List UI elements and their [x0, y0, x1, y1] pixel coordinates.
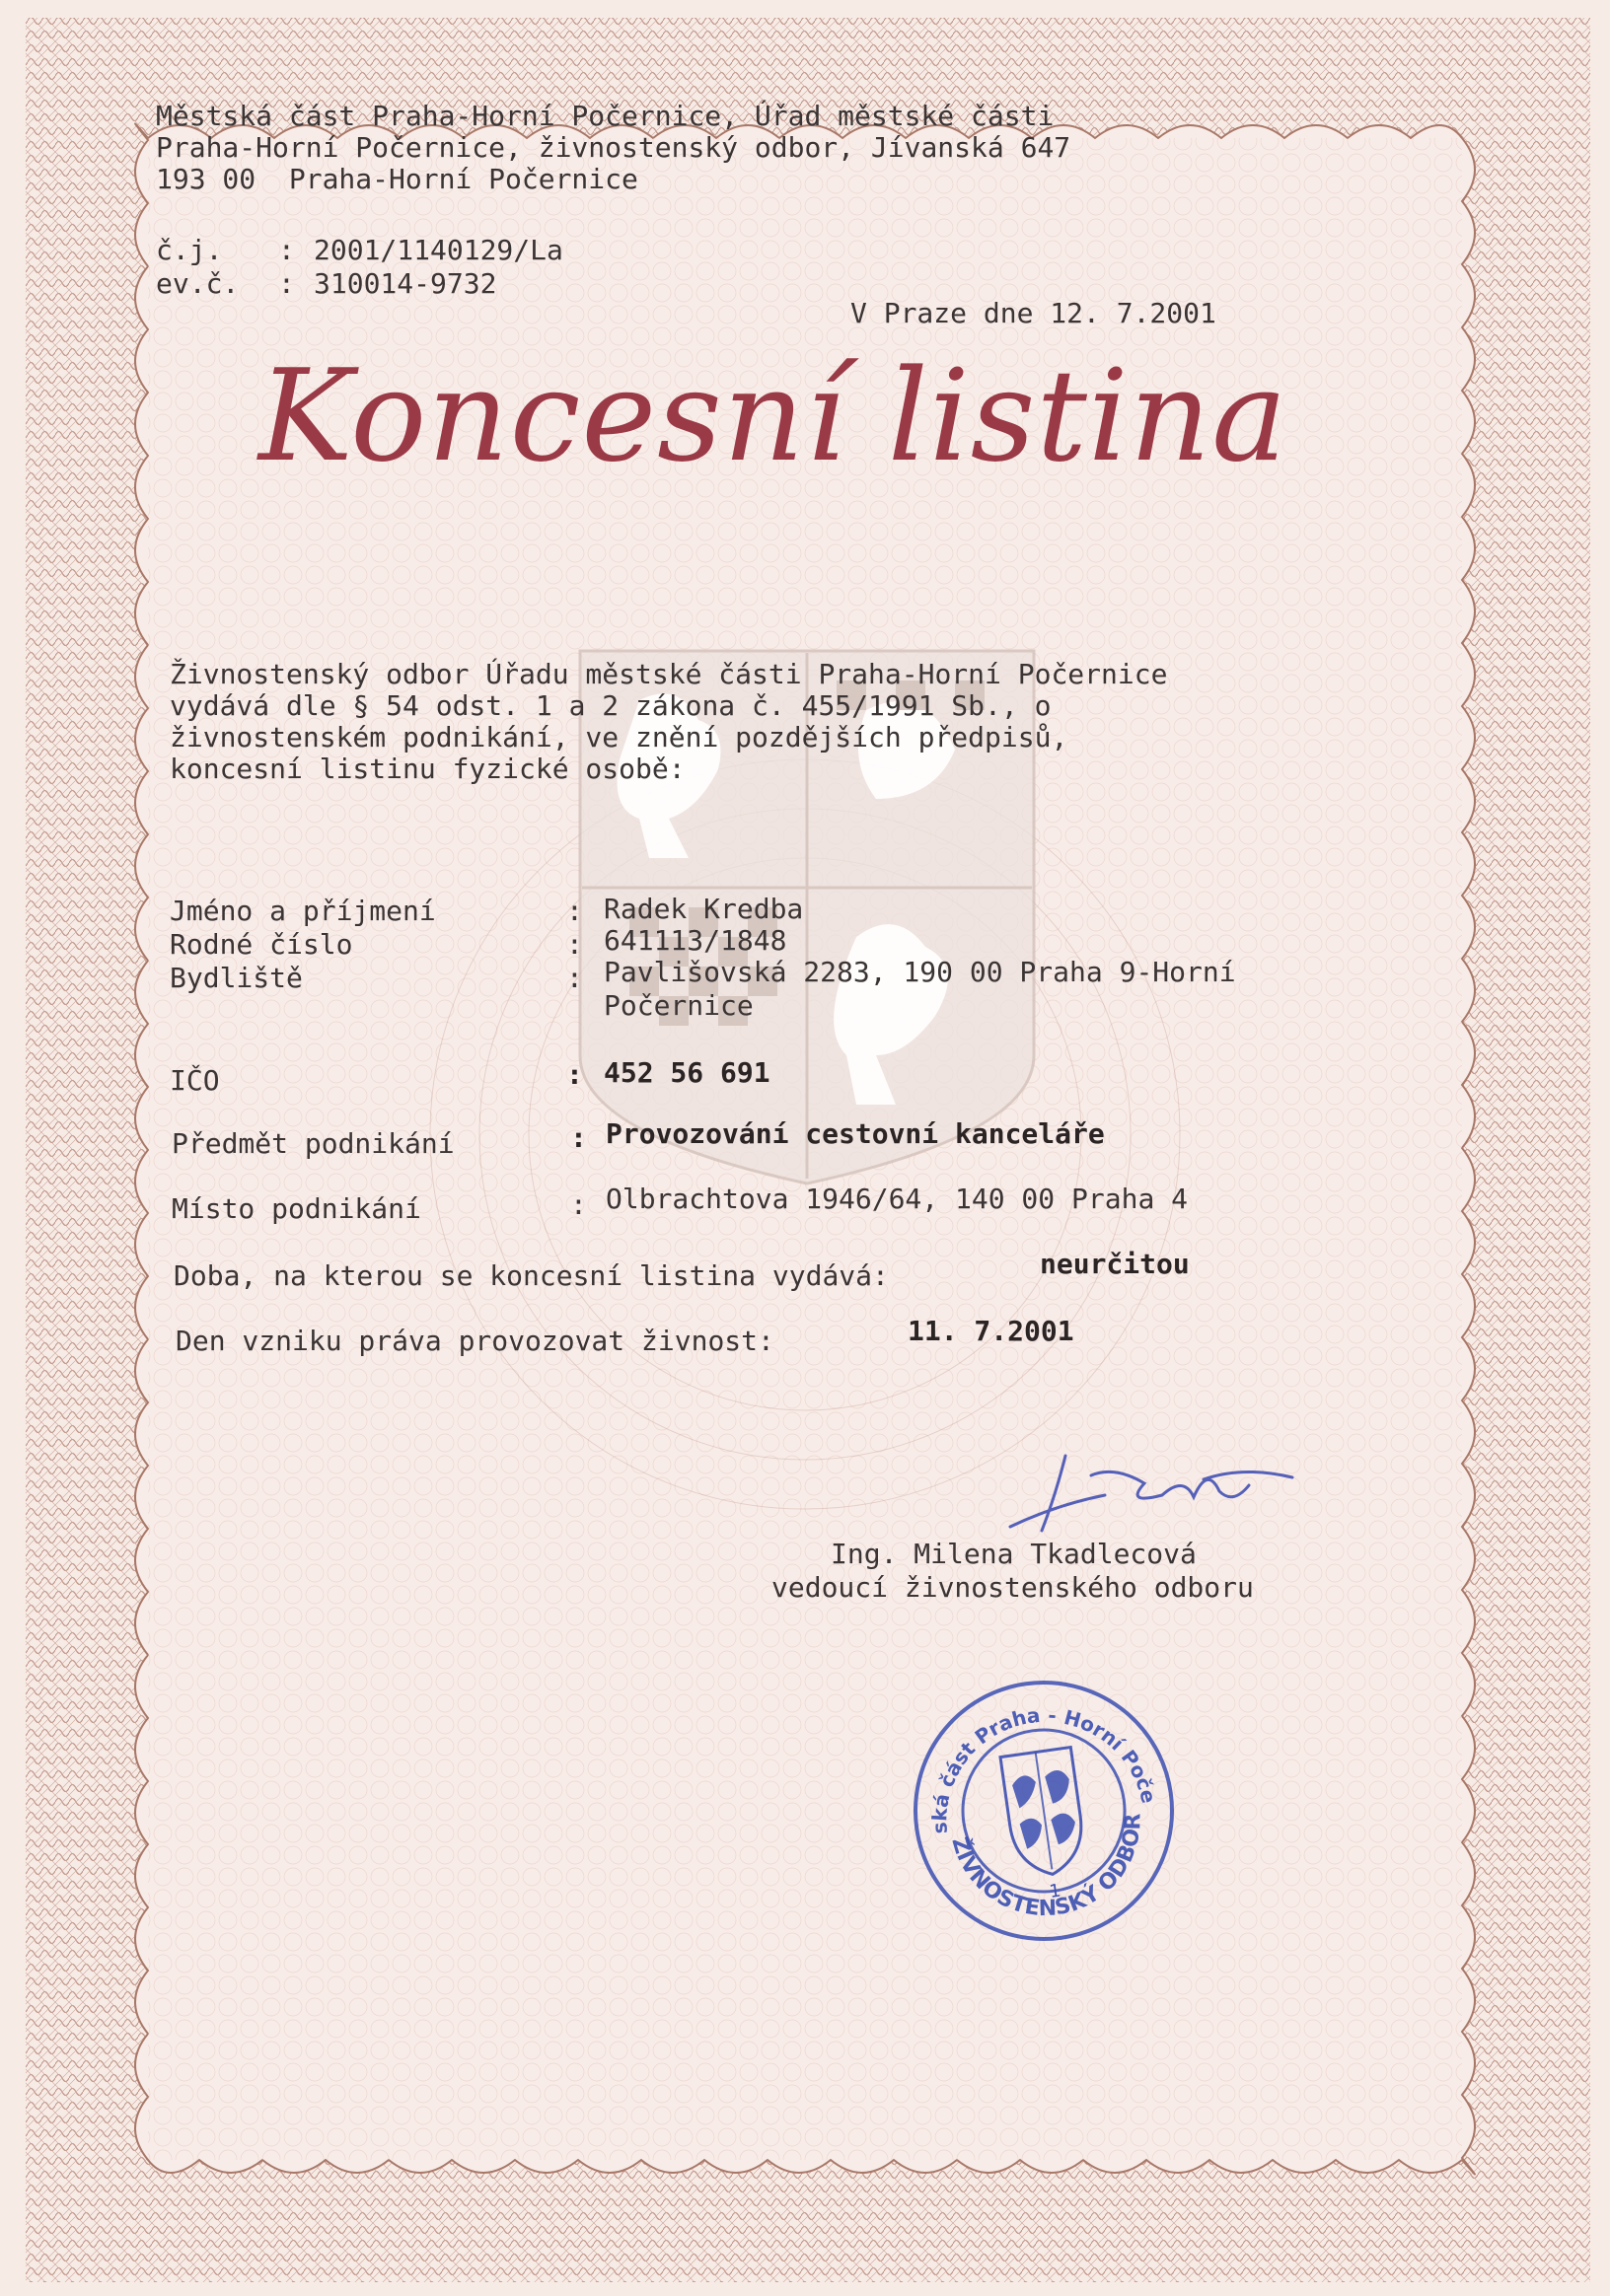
birth-number-value: 641113/1848 [604, 924, 787, 957]
residence-label: Bydliště [170, 962, 303, 994]
svg-text:ŽIVNOSTENSKÝ ODBOR [946, 1810, 1159, 1935]
stamp-number: 1 [1048, 1880, 1062, 1902]
intro-line-2: vydává dle § 54 odst. 1 a 2 zákona č. 455/1991 Sb., o [170, 689, 1052, 722]
signatory-role: vedoucí živnostenského odboru [771, 1571, 1254, 1604]
right-origin-label: Den vzniku práva provozovat živnost: [176, 1325, 774, 1357]
official-stamp-icon [906, 1673, 1182, 1949]
evc-label: ev.č. [156, 267, 240, 300]
stamp-bottom-text: ŽIVNOSTENSKÝ ODBOR [946, 1813, 1146, 1922]
signature-icon [996, 1436, 1312, 1544]
residence-value-line-2: Počernice [604, 989, 754, 1022]
name-value: Radek Kredba [604, 893, 804, 925]
cj-label: č.j. [156, 234, 223, 266]
signatory-name: Ing. Milena Tkadlecová [831, 1538, 1197, 1570]
residence-separator: : [566, 962, 583, 994]
right-origin-value: 11. 7.2001 [908, 1315, 1074, 1347]
birth-number-separator: : [566, 928, 583, 961]
evc-value: 310014-9732 [314, 267, 497, 300]
duration-value: neurčitou [1040, 1248, 1190, 1280]
ico-value: 452 56 691 [604, 1056, 770, 1089]
intro-line-4: koncesní listinu fyzické osobě: [170, 753, 686, 785]
issuer-line-3: 193 00 Praha-Horní Počernice [156, 163, 638, 195]
birth-number-label: Rodné číslo [170, 928, 353, 961]
evc-separator: : [278, 267, 295, 300]
residence-value-line-1: Pavlišovská 2283, 190 00 Praha 9-Horní [604, 956, 1236, 988]
intro-line-3: živnostenském podnikání, ve znění pozdějších předpisů, [170, 721, 1068, 753]
name-label: Jméno a příjmení [170, 895, 436, 927]
ico-label: IČO [170, 1064, 220, 1097]
business-place-label: Místo podnikání [172, 1192, 421, 1225]
cj-value: 2001/1140129/La [314, 234, 563, 266]
business-subject-separator: : [570, 1121, 587, 1154]
issuer-line-1: Městská část Praha-Horní Počernice, Úřad městské části [156, 100, 1055, 132]
stamp-outer-text: Městská část Praha - Horní Počernice [927, 1702, 1161, 1835]
intro-line-1: Živnostenský odbor Úřadu městské části Praha-Horní Počernice [170, 658, 1168, 690]
ico-separator: : [566, 1058, 583, 1091]
business-subject-value: Provozování cestovní kanceláře [606, 1117, 1105, 1150]
cj-separator: : [278, 234, 295, 266]
name-separator: : [566, 895, 583, 927]
duration-label: Doba, na kterou se koncesní listina vydává: [174, 1259, 889, 1292]
issue-date: V Praze dne 12. 7.2001 [850, 297, 1216, 329]
business-subject-label: Předmět podnikání [172, 1127, 455, 1160]
business-place-separator: : [570, 1188, 587, 1221]
business-place-value: Olbrachtova 1946/64, 140 00 Praha 4 [606, 1183, 1189, 1215]
issuer-line-2: Praha-Horní Počernice, živnostenský odbor, Jívanská 647 [156, 131, 1071, 164]
document-title: Koncesní listina [258, 343, 1288, 490]
